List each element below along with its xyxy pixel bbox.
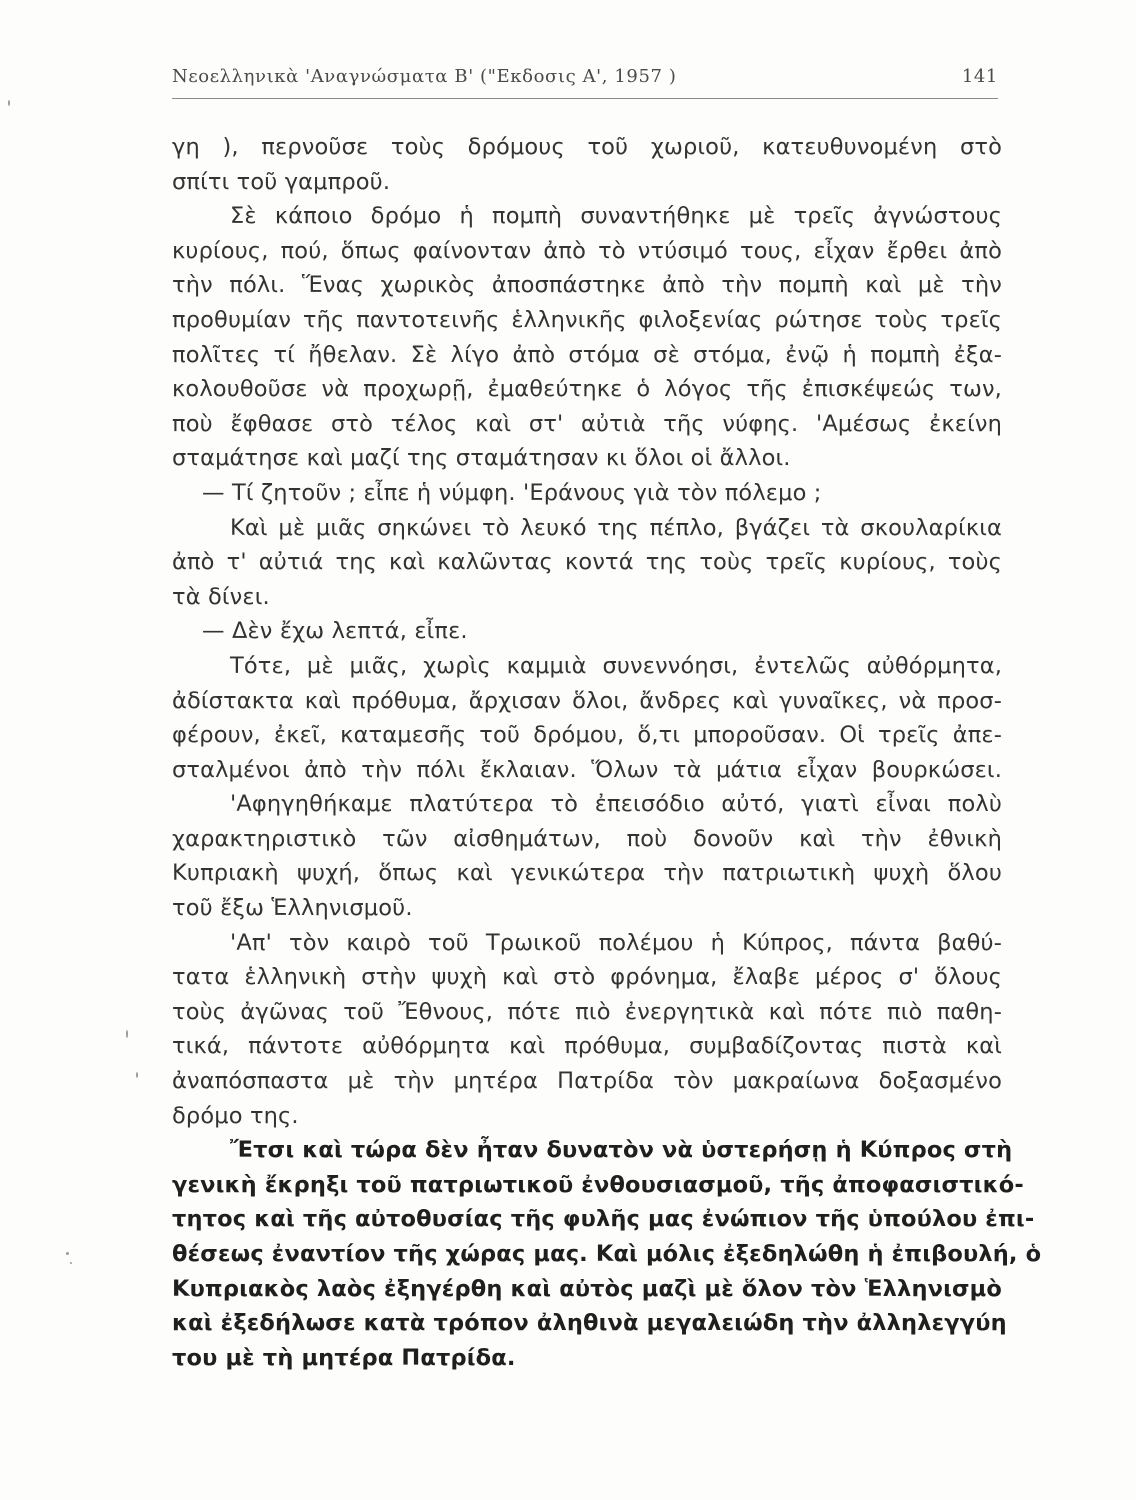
text-line: Τότε, μὲ μιᾶς, χωρὶς καμμιὰ συνεννόησι, ἐντελῶς αὐθόρμητα,: [230, 652, 1002, 679]
text-line: Κυπριακὴ ψυχή, ὅπως καὶ γενικώτερα τὴν πατριωτικὴ ψυχὴ ὅλου: [172, 860, 1002, 887]
speck-mark: [66, 1252, 69, 1255]
text-line: φέρουν, ἐκεῖ, καταμεσῆς τοῦ δρόμου, ὅ,τι μποροῦσαν. Οἱ τρεῖς ἀπε-: [172, 722, 1002, 749]
text-line: σταμάτησε καὶ μαζί της σταμάτησαν κι ὅλοι οἱ ἄλλοι.: [172, 445, 791, 472]
text-line: πολῖτες τί ἤθελαν. Σὲ λίγο ἀπὸ στόμα σὲ στόμα, ἐνῷ ἡ πομπὴ ἐξα-: [172, 341, 1002, 368]
text-line: σπίτι τοῦ γαμπροῦ.: [172, 168, 391, 195]
text-line: Ἔτσι καὶ τώρα δὲν ἦταν δυνατὸν νὰ ὑστερήσῃ ἡ Κύπρος στὴ: [230, 1137, 1013, 1164]
text-line: του μὲ τὴ μητέρα Πατρίδα.: [172, 1344, 516, 1371]
text-line: Καὶ μὲ μιᾶς σηκώνει τὸ λευκό της πέπλο, βγάζει τὰ σκουλαρίκια: [230, 514, 1002, 541]
text-line: καὶ ἐξεδήλωσε κατὰ τρόπον ἀληθινὰ μεγαλειώδη τὴν ἀλληλεγγύη: [172, 1310, 1007, 1337]
text-line: ἀδίστακτα καὶ πρόθυμα, ἄρχισαν ὅλοι, ἄνδρες καὶ γυναῖκες, νὰ προσ-: [172, 687, 1002, 714]
text-line: κολουθοῦσε νὰ προχωρῇ, ἐμαθεύτηκε ὁ λόγος τῆς ἐπισκέψεώς των,: [172, 376, 1002, 403]
text-line: τοῦ ἔξω Ἑλληνισμοῦ.: [172, 895, 413, 922]
text-line: ἀπὸ τ' αὐτιά της καὶ καλῶντας κοντά της τοὺς τρεῖς κυρίους, τοὺς: [172, 549, 1002, 576]
text-line: ποὺ ἔφθασε στὸ τέλος καὶ στ' αὐτιὰ τῆς νύφης. 'Αμέσως ἐκείνη: [172, 410, 1002, 437]
closing-paragraph: [172, 1133, 1042, 1375]
running-header: [172, 62, 998, 96]
text-line: θέσεως ἐναντίον τῆς χώρας μας. Καὶ μόλις ἐξεδηλώθη ἡ ἐπιβουλή, ὁ: [172, 1241, 1042, 1267]
header-divider: [172, 98, 998, 99]
text-line: τητος καὶ τῆς αὐτοθυσίας τῆς φυλῆς μας ἐνώπιον τῆς ὑπούλου ἐπι-: [172, 1206, 1035, 1233]
text-line: Σὲ κάποιο δρόμο ἡ πομπὴ συναντήθηκε μὲ τρεῖς ἀγνώστους: [230, 203, 1002, 230]
speck-mark: [136, 1072, 138, 1078]
text-line: γενικὴ ἔκρηξι τοῦ πατριωτικοῦ ἐνθουσιασμοῦ, τῆς ἀποφασιστικό-: [172, 1171, 1024, 1198]
body-text: [172, 130, 1042, 1375]
text-line: προθυμίαν τῆς παντοτεινῆς ἑλληνικῆς φιλοξενίας ρώτησε τοὺς τρεῖς: [172, 306, 1002, 333]
text-line: τὰ δίνει.: [172, 583, 270, 610]
text-line: Κυπριακὸς λαὸς ἐξηγέρθη καὶ αὐτὸς μαζὶ μὲ ὅλον τὸν Ἑλληνισμὸ: [172, 1275, 1002, 1302]
page-number: 141: [961, 66, 998, 87]
text-line: σταλμένοι ἀπὸ τὴν πόλι ἔκλαιαν. Ὅλων τὰ μάτια εἶχαν βουρκώσει.: [172, 756, 1002, 783]
text-line: τοὺς ἀγῶνας τοῦ Ἔθνους, πότε πιὸ ἐνεργητικὰ καὶ πότε πιὸ παθη-: [172, 998, 1002, 1025]
header-title: Νεοελληνικὰ 'Αναγνώσματα Β' ("Εκδοσις Α', 1957 ): [172, 66, 677, 87]
speck-mark: [126, 1030, 128, 1038]
text-line: 'Απ' τὸν καιρὸ τοῦ Τρωικοῦ πολέμου ἡ Κύπρος, πάντα βαθύ-: [230, 929, 1002, 956]
text-line: τὴν πόλι. Ἕνας χωρικὸς ἀποσπάστηκε ἀπὸ τὴν πομπὴ καὶ μὲ τὴν: [172, 272, 1002, 299]
text-line: κυρίους, πού, ὅπως φαίνονταν ἀπὸ τὸ ντύσιμό τους, εἶχαν ἔρθει ἀπὸ: [172, 237, 1002, 264]
speck-mark: [8, 100, 10, 106]
speck-mark: [70, 1262, 72, 1264]
text-line: τατα ἑλληνικὴ στὴν ψυχὴ καὶ στὸ φρόνημα, ἔλαβε μέρος σ' ὅλους: [172, 964, 1002, 991]
text-line: χαρακτηριστικὸ τῶν αἰσθημάτων, ποὺ δονοῦν καὶ τὴν ἐθνικὴ: [172, 825, 1002, 852]
text-line: 'Αφηγηθήκαμε πλατύτερα τὸ ἐπεισόδιο αὐτό, γιατὶ εἶναι πολὺ: [230, 791, 1002, 818]
text-line: τικά, πάντοτε αὐθόρμητα καὶ πρόθυμα, συμβαδίζοντας πιστὰ καὶ: [172, 1033, 1002, 1060]
text-line: — Δὲν ἔχω λεπτά, εἶπε.: [202, 618, 468, 645]
text-line: ἀναπόσπαστα μὲ τὴν μητέρα Πατρίδα τὸν μακραίωνα δοξασμένο: [172, 1068, 1002, 1095]
text-line: γη ), περνοῦσε τοὺς δρόμους τοῦ χωριοῦ, κατευθυνομένη στὸ: [172, 134, 1002, 160]
text-line: δρόμο της.: [172, 1102, 299, 1129]
text-line: — Τί ζητοῦν ; εἶπε ἡ νύμφη. 'Εράνους γιὰ τὸν πόλεμο ;: [202, 479, 822, 506]
